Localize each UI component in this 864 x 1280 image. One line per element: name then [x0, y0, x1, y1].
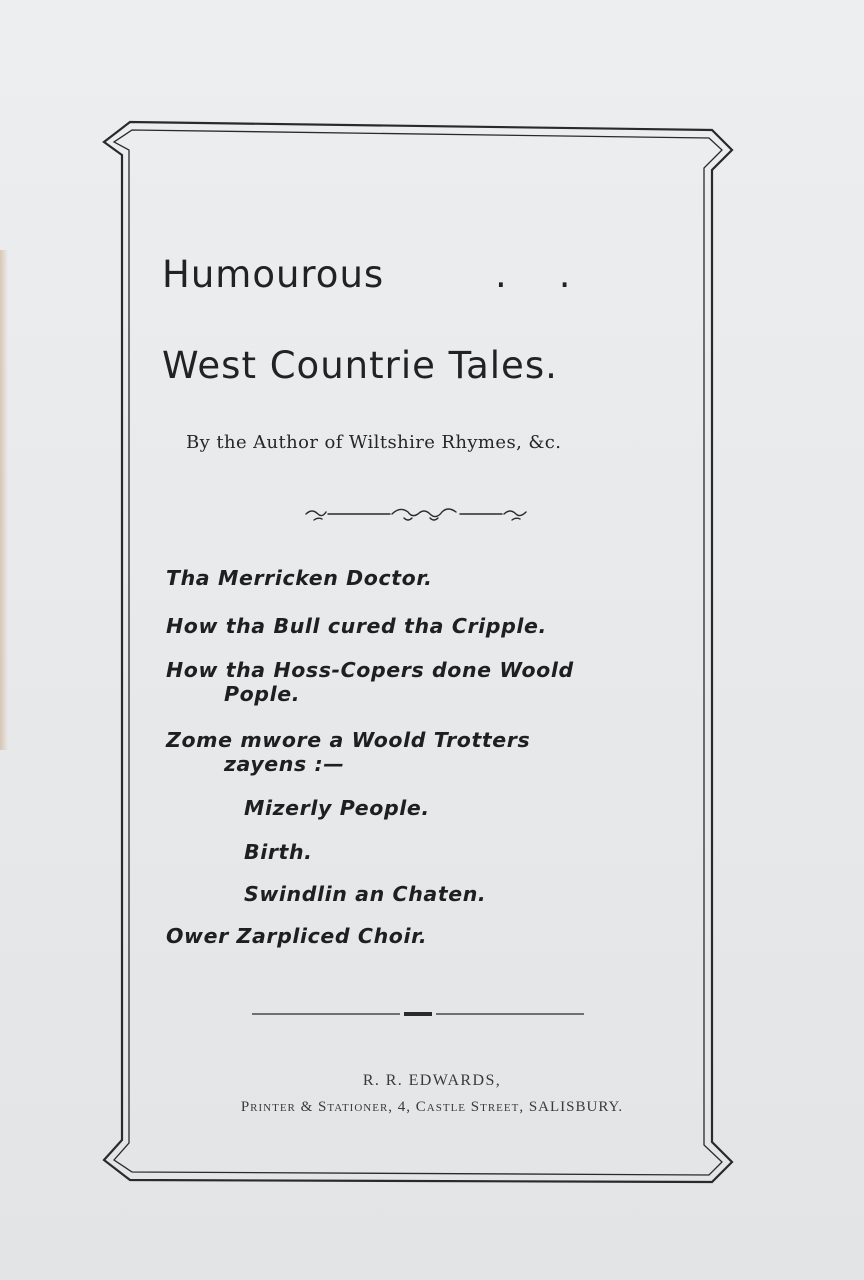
- title-dots: ..: [495, 253, 623, 296]
- printer-name: R. R. EDWARDS,: [362, 1072, 502, 1089]
- contents-item: [166, 658, 574, 706]
- contents-subitem: [244, 840, 313, 864]
- contents-subitem: [244, 796, 430, 820]
- printer-address: Printer & Stationer, 4, Castle Street, SALISBURY.: [240, 1099, 624, 1115]
- contents-item: [166, 924, 427, 948]
- contents-item-text: Tha Merricken Doctor.: [166, 566, 433, 590]
- contents-item-text: Zome mwore a Woold Trotters: [166, 728, 531, 752]
- title-line-1: Humourous: [162, 253, 385, 296]
- contents-item: [166, 728, 530, 776]
- byline: By the Author of Wiltshire Rhymes, &c.: [186, 432, 562, 453]
- flourish-ornament: [300, 500, 536, 530]
- contents-item-text: Mizerly People.: [244, 796, 430, 820]
- contents-item-continuation: zayens :—: [224, 752, 345, 776]
- title-line-2: West Countrie Tales.: [162, 344, 558, 387]
- contents-item-text: How tha Bull cured tha Cripple.: [166, 614, 547, 638]
- contents-item-text: How tha Hoss-Copers done Woold: [166, 658, 574, 682]
- contents-item: [166, 614, 547, 638]
- contents-item-continuation: Pople.: [224, 682, 301, 706]
- contents-subitem: [244, 882, 486, 906]
- contents-item: [166, 566, 433, 590]
- divider-rule: [252, 1008, 586, 1020]
- contents-item-text: Ower Zarpliced Choir.: [166, 924, 428, 948]
- contents-item-text: Birth.: [244, 840, 313, 864]
- contents-item-text: Swindlin an Chaten.: [244, 882, 487, 906]
